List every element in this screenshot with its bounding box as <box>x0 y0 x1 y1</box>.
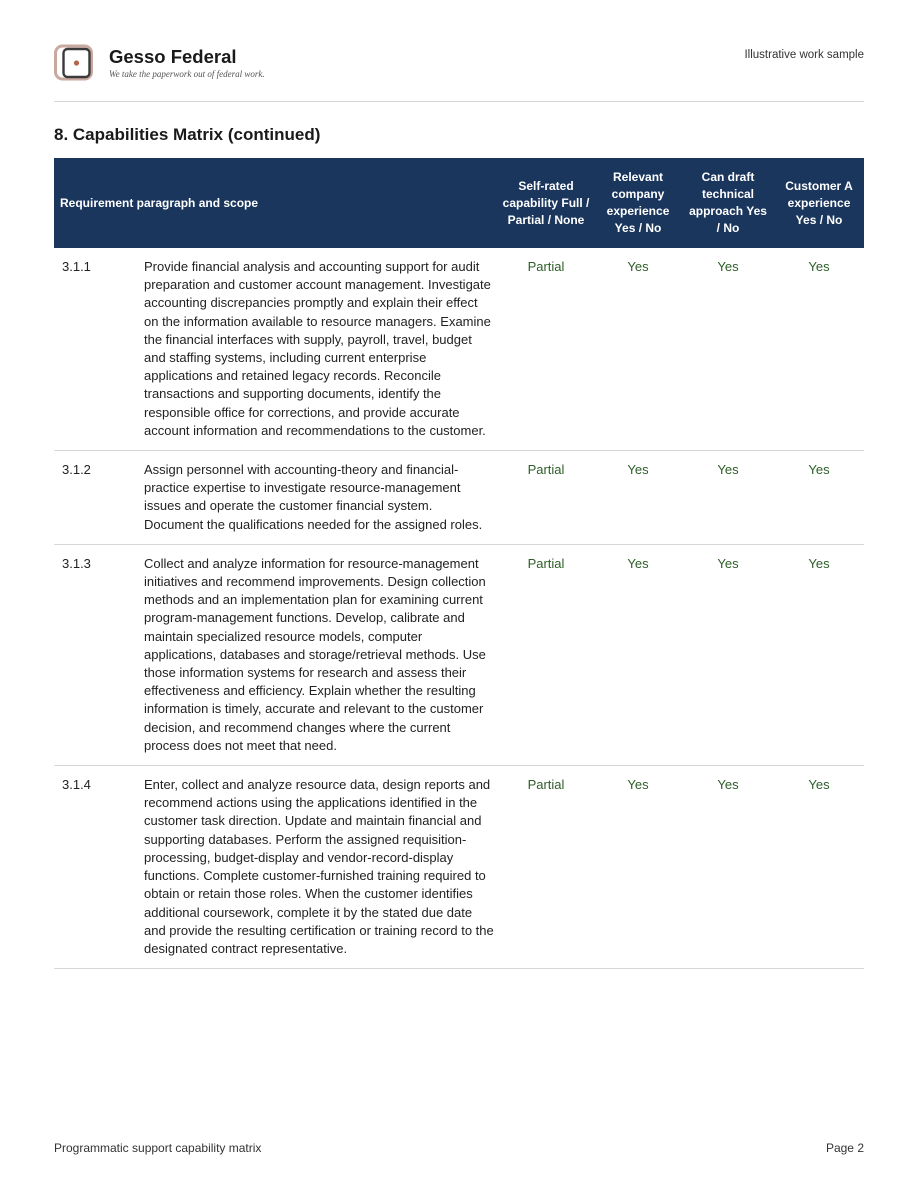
paragraph-number: 3.1.3 <box>54 544 138 765</box>
relevant-experience-value: Yes <box>594 766 682 969</box>
column-header-self-rated: Self-rated capability Full / Partial / None <box>498 158 594 248</box>
requirement-scope: Collect and analyze information for resource-management initiatives and recommend improvements. Design collection methods and an implementation plan for examining current program-management functions. Develop, calibrate and maintain specialized resource models, computer applications, databases and storage/retrieval methods. Use those information systems for research and assess their effectiveness and efficiency. Explain whether the resulting information is timely, accurate and relevant to the customer decision, and recommend changes where the current process does not meet that need. <box>138 544 498 765</box>
table-row <box>54 766 864 969</box>
requirement-scope: Enter, collect and analyze resource data, design reports and recommend actions using the applications identified in the customer task direction. Update and maintain financial and supporting databases. Perform the assigned requisition-processing, budget-display and vendor-record-display functions. Complete customer-furnished training required to obtain or retain those roles. When the customer identifies additional coursework, complete it by the stated due date and provide the resulting certification or training record to the designated contract representative. <box>138 766 498 969</box>
self-rated-value: Partial <box>498 544 594 765</box>
relevant-experience-value: Yes <box>594 248 682 451</box>
header-divider <box>54 101 864 102</box>
requirement-scope: Provide financial analysis and accounting support for audit preparation and customer account management. Investigate accounting discrepancies promptly and explain their effect on the information available to resource managers. Examine the financial interfaces with supply, payroll, travel, budget and staffing systems, including current enterprise applications and retained legacy records. Reconcile transactions and supporting documents, identify the responsible office for corrections, and provide accurate account information and recommendations to the customer. <box>138 248 498 451</box>
brand-name: Gesso Federal <box>109 46 237 67</box>
can-draft-value: Yes <box>682 544 774 765</box>
requirement-scope: Assign personnel with accounting-theory and financial-practice expertise to investigate resource-management issues and operate the customer financial system. Document the qualifications needed for the assigned roles. <box>138 451 498 545</box>
table-row <box>54 248 864 451</box>
column-header-requirement: Requirement paragraph and scope <box>54 158 498 248</box>
self-rated-value: Partial <box>498 766 594 969</box>
column-header-can-draft: Can draft technical approach Yes / No <box>682 158 774 248</box>
self-rated-value: Partial <box>498 451 594 545</box>
table-header-row <box>54 158 864 248</box>
header-note: Illustrative work sample <box>744 49 864 61</box>
customer-a-value: Yes <box>774 544 864 765</box>
customer-a-value: Yes <box>774 248 864 451</box>
table-row <box>54 451 864 545</box>
customer-a-value: Yes <box>774 766 864 969</box>
self-rated-value: Partial <box>498 248 594 451</box>
document-frame-icon <box>54 44 96 82</box>
can-draft-value: Yes <box>682 766 774 969</box>
capabilities-matrix-table <box>54 158 864 969</box>
paragraph-number: 3.1.4 <box>54 766 138 969</box>
footer-page-number: Page 2 <box>825 1141 864 1155</box>
column-header-customer-a: Customer A experience Yes / No <box>774 158 864 248</box>
customer-a-value: Yes <box>774 451 864 545</box>
footer-document-title: Programmatic support capability matrix <box>54 1141 262 1155</box>
column-header-relevant-experience: Relevant company experience Yes / No <box>594 158 682 248</box>
section-title: 8. Capabilities Matrix (continued) <box>54 125 321 144</box>
brand-tagline: We take the paperwork out of federal work. <box>109 69 265 79</box>
relevant-experience-value: Yes <box>594 451 682 545</box>
paragraph-number: 3.1.2 <box>54 451 138 545</box>
page-header <box>54 42 864 90</box>
can-draft-value: Yes <box>682 451 774 545</box>
paragraph-number: 3.1.1 <box>54 248 138 451</box>
table-row <box>54 544 864 765</box>
can-draft-value: Yes <box>682 248 774 451</box>
relevant-experience-value: Yes <box>594 544 682 765</box>
